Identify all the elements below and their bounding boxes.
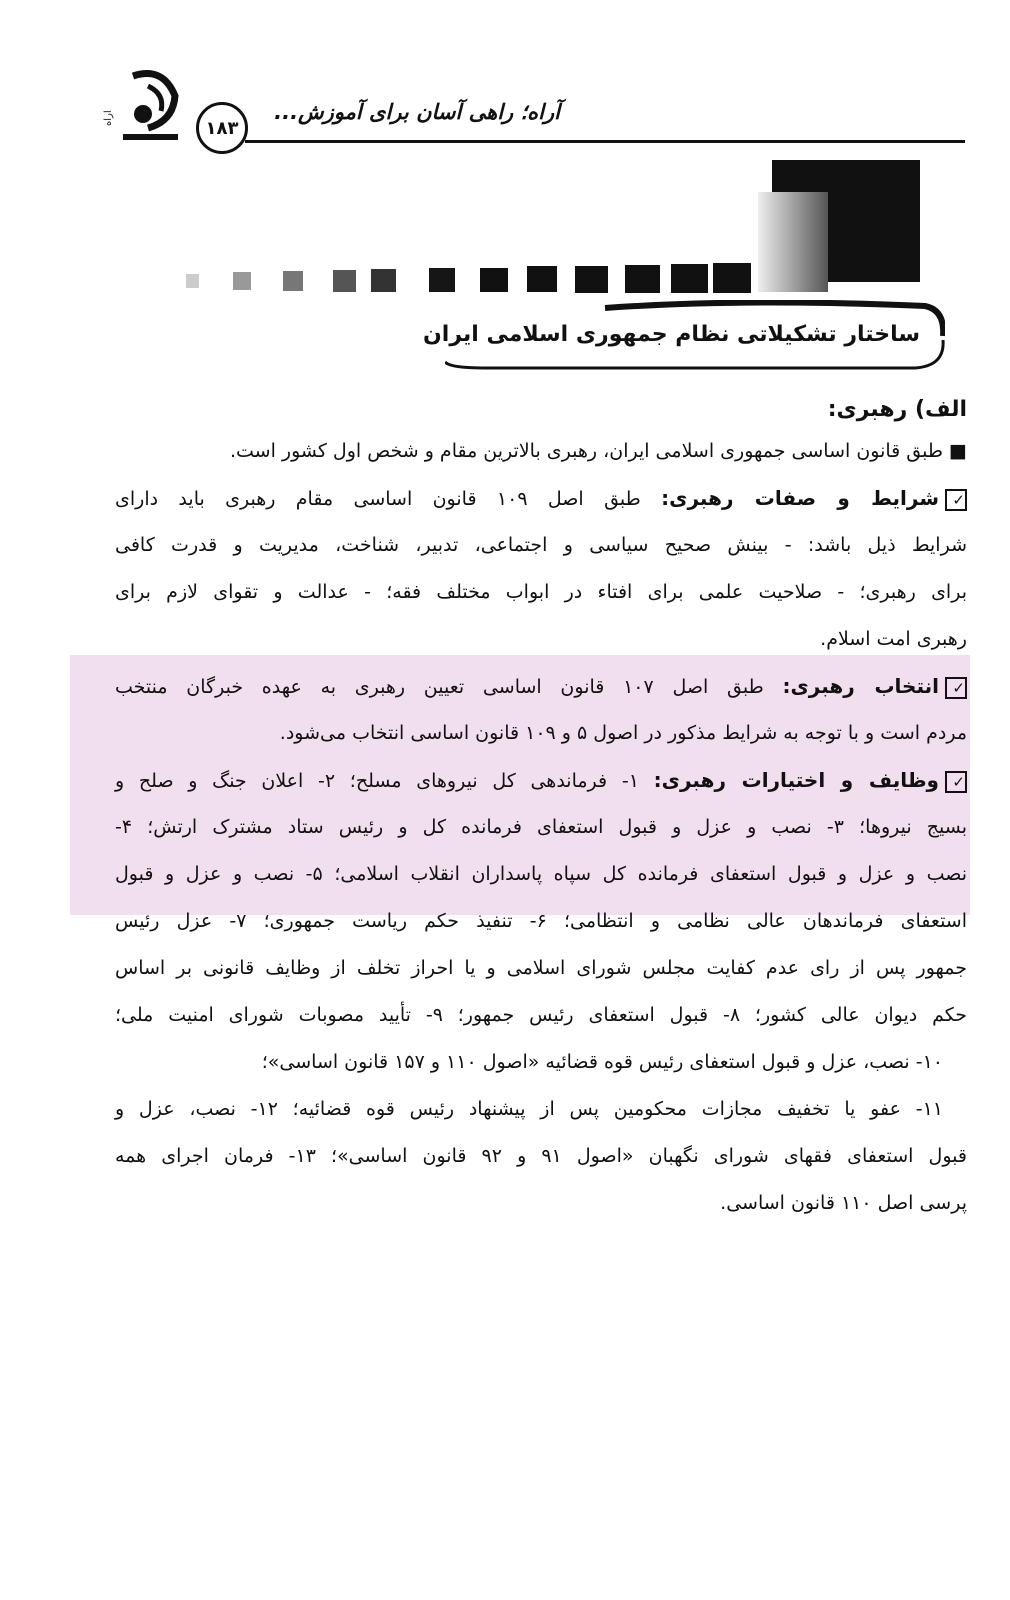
duties-line: حکم دیوان عالی کشور؛ ۸- قبول استعفای رئیس جمهور؛ ۹- تأیید مصوبات شورای امنیت ملی؛ (115, 1004, 967, 1026)
text-line: طبق اصل ۱۰۹ قانون اساسی مقام رهبری باید دارای (115, 488, 641, 510)
conditions-line: برای رهبری؛ - صلاحیت علمی برای افتاء در ابواب مختلف فقه؛ - عدالت و تقوای لازم برای (115, 581, 967, 603)
duties-line: استعفای فرماندهان عالی نظامی و انتظامی؛ ۶- تنفیذ حکم ریاست جمهوری؛ ۷- عزل رئیس (115, 910, 968, 932)
text-line: طبق اصل ۱۰۷ قانون اساسی تعیین رهبری به عهده خبرگان منتخب (115, 676, 764, 698)
conditions-line (115, 475, 967, 522)
duties-line: ۱۰- نصب، عزل و قبول استعفای رئیس قوه قضائیه «اصول ۱۱۰ و ۱۵۷ قانون اساسی»؛ (261, 1051, 943, 1073)
header-rule (245, 140, 965, 143)
checkbox-icon: ✓ (945, 489, 967, 511)
conditions-line: شرایط ذیل باشد: - بینش صحیح سیاسی و اجتماعی، تدبیر، شناخت، مدیریت و قدرت کافی (115, 534, 967, 556)
duties-line: نصب و عزل و قبول استعفای فرمانده کل سپاه پاسداران انقلاب اسلامی؛ ۵- نصب و عزل و قبول (115, 863, 967, 885)
duties-line: جمهور پس از رای عدم کفایت مجلس شورای اسلامی و یا احراز تخلف از وظایف قانونی بر اساس (115, 957, 967, 979)
duties-cont-line: قبول استعفای فقهای شورای نگهبان «اصول ۹۱ و ۹۲ قانون اساسی»؛ ۱۳- فرمان اجرای همه (115, 1145, 967, 1167)
election-line (115, 663, 967, 710)
conditions-line: رهبری امت اسلام. (820, 628, 967, 650)
svg-text:آراه: آراه (103, 110, 114, 126)
publisher-logo (103, 66, 193, 146)
duties-line (115, 757, 967, 804)
checkbox-icon: ✓ (945, 677, 967, 699)
duties-line: بسیج نیروها؛ ۳- نصب و عزل و قبول استعفای فرمانده کل و رئیس ستاد مشترک ارتش؛ ۴- (115, 816, 967, 838)
section-title: ساختار تشکیلاتی نظام جمهوری اسلامی ایران (423, 322, 920, 347)
duties-cont-line: پرسی اصل ۱۱۰ قانون اساسی. (720, 1192, 967, 1214)
election-label: انتخاب رهبری: (782, 674, 939, 698)
page-number: ۱۸۳ (196, 102, 248, 154)
bullet-text: طبق قانون اساسی جمهوری اسلامی ایران، رهبری بالاترین مقام و شخص اول کشور است. (229, 440, 943, 462)
duties-cont-line: ۱۱- عفو یا تخفیف مجازات محکومین پس از پیشنهاد رئیس قوه قضائیه؛ ۱۲- نصب، عزل و (115, 1098, 943, 1120)
bullet-paragraph (115, 428, 967, 475)
conditions-label: شرایط و صفات رهبری: (661, 486, 939, 510)
checkbox-icon: ✓ (945, 771, 967, 793)
subsection-heading: الف) رهبری: (827, 397, 967, 422)
text-line: ۱- فرماندهی کل نیروهای مسلح؛ ۲- اعلان جنگ و صلح و (115, 770, 639, 792)
running-header: آراه؛ راهی آسان برای آموزش... (274, 100, 560, 124)
square-bullet-icon: ■ (949, 440, 967, 462)
election-line: مردم است و با توجه به شرایط مذکور در اصول ۵ و ۱۰۹ قانون اساسی انتخاب می‌شود. (279, 722, 967, 744)
duties-label: وظایف و اختیارات رهبری: (653, 768, 939, 792)
document-body (115, 386, 967, 1227)
